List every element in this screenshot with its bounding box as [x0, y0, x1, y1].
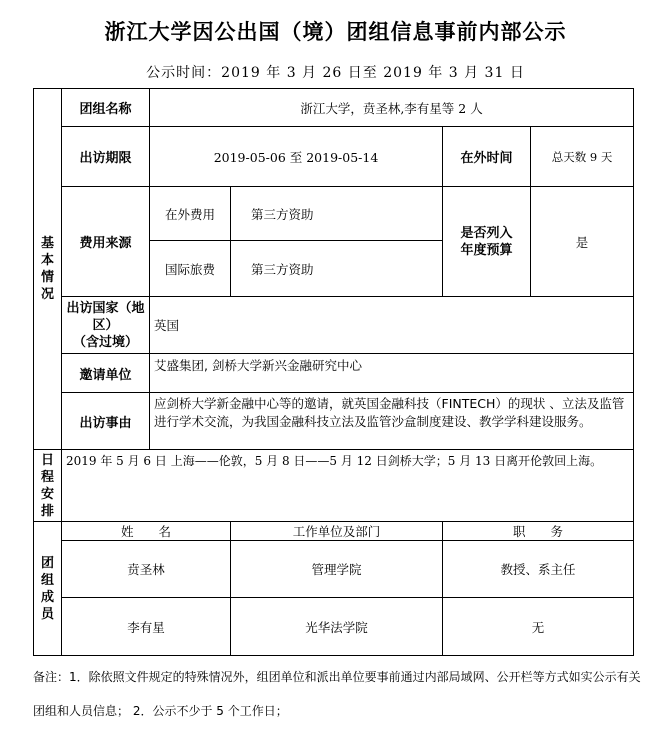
country-label: 出访国家（地 区） （含过境） — [62, 297, 150, 354]
schedule-text: 2019 年 5 月 6 日 上海——伦敦，5 月 8 日——5 月 12 日剑桥大学；5 月 13 日离开伦敦回上海。 — [62, 450, 634, 522]
budget-value: 是 — [531, 187, 634, 297]
col-name-header: 姓 名 — [62, 522, 231, 541]
info-table — [33, 88, 634, 656]
section-schedule: 日 程 安 排 — [34, 450, 62, 522]
note-line-2: 团组和人员信息； 2．公示不少于 5 个工作日； — [33, 704, 288, 718]
member-name: 李有星 — [62, 598, 231, 656]
team-name-label: 团组名称 — [62, 89, 150, 127]
member-title: 教授、系主任 — [443, 541, 634, 598]
budget-label: 是否列入 年度预算 — [443, 187, 531, 297]
note-line-1: 备注：1．除依照文件规定的特殊情况外，组团单位和派出单位要事前通过内部局域网、公开栏等方式如实公示有关 — [33, 670, 641, 684]
col-unit-header: 工作单位及部门 — [231, 522, 443, 541]
member-unit: 光华法学院 — [231, 598, 443, 656]
abroad-cost-value: 第三方资助 — [231, 187, 443, 241]
member-title: 无 — [443, 598, 634, 656]
page-title: 浙江大学因公出国（境）团组信息事前内部公示 — [104, 20, 567, 44]
notes — [33, 660, 643, 728]
intl-travel-value: 第三方资助 — [231, 241, 443, 297]
funding-label: 费用来源 — [62, 187, 150, 297]
period-value: 2019-05-06 至 2019-05-14 — [150, 127, 443, 187]
table-row — [34, 541, 634, 598]
inviter-label: 邀请单位 — [62, 354, 150, 393]
section-members: 团 组 成 员 — [34, 522, 62, 656]
abroad-time-label: 在外时间 — [443, 127, 531, 187]
col-title-header: 职 务 — [443, 522, 634, 541]
inviter-value: 艾盛集团, 剑桥大学新兴金融研究中心 — [150, 354, 634, 393]
member-unit: 管理学院 — [231, 541, 443, 598]
abroad-cost-label: 在外费用 — [150, 187, 231, 241]
purpose-label: 出访事由 — [62, 393, 150, 450]
abroad-time-value: 总天数 9 天 — [531, 127, 634, 187]
purpose-value: 应剑桥大学新金融中心等的邀请，就英国金融科技（FINTECH）的现状 、立法及监管进行学术交流，为我国金融科技立法及监管沙盒制度建设、教学学科建设服务。 — [150, 393, 634, 450]
intl-travel-label: 国际旅费 — [150, 241, 231, 297]
publication-period: 公示时间：2019 年 3 月 26 日至 2019 年 3 月 31 日 — [146, 65, 525, 81]
member-name: 贲圣林 — [62, 541, 231, 598]
country-value: 英国 — [150, 297, 634, 354]
period-label: 出访期限 — [62, 127, 150, 187]
team-name-value: 浙江大学，贲圣林,李有星等 2 人 — [150, 89, 634, 127]
section-basic-info: 基 本 情 况 — [34, 89, 62, 450]
table-row — [34, 598, 634, 656]
